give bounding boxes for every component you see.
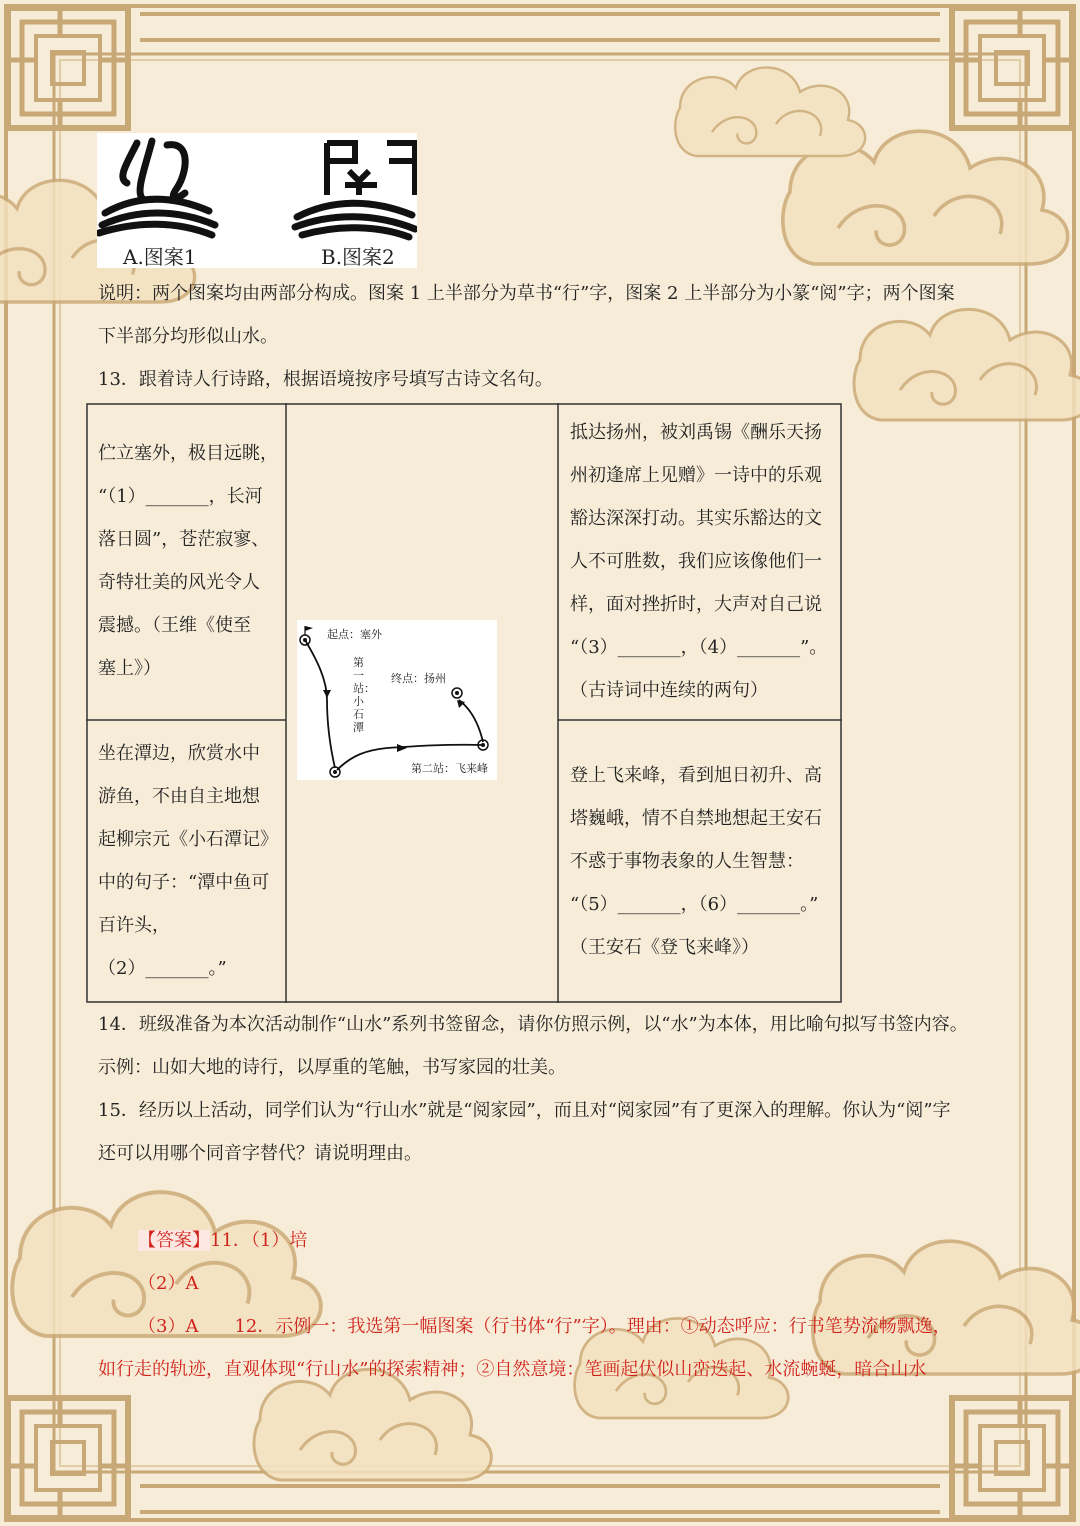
cell-line: 奇特壮美的风光令人 bbox=[98, 572, 260, 593]
cell-line: 百许头， bbox=[98, 915, 170, 936]
cell-line: 震撼。（王维《使至 bbox=[98, 615, 251, 636]
cell-line: 豁达深深打动。其实乐豁达的文 bbox=[570, 508, 822, 529]
route-map bbox=[297, 620, 497, 780]
map-start-label: 起点：塞外 bbox=[327, 628, 382, 641]
question-14-example: 示例：山如大地的诗行，以厚重的笔触，书写家园的壮美。 bbox=[98, 1057, 566, 1078]
answer-tag: 【答案】 bbox=[138, 1230, 210, 1251]
answer-11-text: 11．（1）培 bbox=[210, 1230, 308, 1251]
cell-line: 塔巍峨，情不自禁地想起王安石 bbox=[570, 808, 822, 829]
explanation-line-2: 下半部分均形似山水。 bbox=[98, 326, 278, 347]
cell-line: 起柳宗元《小石潭记》 bbox=[98, 829, 278, 850]
question-15-line-2: 还可以用哪个同音字替代？请说明理由。 bbox=[98, 1143, 422, 1164]
cell-xiao-shi-tan bbox=[98, 732, 278, 990]
cell-line: “（5）_______，（6）_______。” bbox=[570, 894, 819, 915]
cell-line: （王安石《登飞来峰》） bbox=[570, 937, 759, 958]
cell-line: 塞上》） bbox=[98, 658, 161, 679]
map-end-label: 终点：扬州 bbox=[391, 672, 446, 685]
pattern-b-label: B.图案2 bbox=[321, 245, 395, 269]
cell-sai-wai bbox=[98, 432, 278, 690]
cell-line: （古诗词中连续的两句） bbox=[570, 680, 768, 701]
cell-line: 游鱼，不由自主地想 bbox=[98, 786, 260, 807]
cell-line: 人不可胜数，我们应该像他们一 bbox=[570, 551, 822, 572]
cell-line: “（1）_______，长河 bbox=[98, 486, 263, 507]
cell-line: 州初逢席上见赠》一诗中的乐观 bbox=[570, 465, 822, 486]
cell-fei-lai-feng bbox=[570, 754, 822, 969]
cell-line: 不惑于事物表象的人生智慧： bbox=[570, 851, 804, 872]
answer-line-3: （3）A 12．示例一：我选第一幅图案（行书体“行”字）。理由：①动态呼应：行书笔势流畅飘逸， bbox=[138, 1316, 951, 1337]
explanation-line-1: 说明：两个图案均由两部分构成。图案 1 上半部分为草书“行”字，图案 2 上半部分为小篆“阅”字；两个图案 bbox=[98, 283, 955, 304]
answer-line-4: 如行走的轨迹，直观体现“行山水”的探索精神；②自然意境：笔画起伏似山峦迭起、水流蜿蜒，暗合山水 bbox=[98, 1359, 927, 1380]
pattern-a-label: A.图案1 bbox=[123, 245, 197, 269]
answer-line-1 bbox=[138, 1229, 307, 1253]
cell-line: 抵达扬州，被刘禹锡《酬乐天扬 bbox=[570, 422, 822, 443]
answer-line-2: （2）A bbox=[138, 1273, 199, 1294]
cell-line: 样，面对挫折时，大声对自己说 bbox=[570, 594, 822, 615]
question-13-title: 13．跟着诗人行诗路，根据语境按序号填写古诗文名句。 bbox=[98, 369, 553, 390]
cell-line: 登上飞来峰，看到旭日初升、高 bbox=[570, 765, 822, 786]
map-stop1-label: 第一站：小石潭 bbox=[353, 656, 375, 734]
cell-yangzhou bbox=[570, 411, 827, 712]
question-14-line: 14．班级准备为本次活动制作“山水”系列书签留念，请你仿照示例，以“水”为本体，用比喻句拟写书签内容。 bbox=[98, 1014, 968, 1035]
pattern-images bbox=[97, 133, 417, 268]
cell-line: 伫立塞外，极目远眺， bbox=[98, 443, 278, 464]
cell-line: “（3）_______，（4）_______”。 bbox=[570, 637, 828, 658]
cell-line: 中的句子：“潭中鱼可 bbox=[98, 872, 270, 893]
question-15-line-1: 15．经历以上活动，同学们认为“行山水”就是“阅家园”，而且对“阅家园”有了更深入的理解。你认为“阅”字 bbox=[98, 1100, 951, 1121]
cell-line: 落日圆”，苍茫寂寥、 bbox=[98, 529, 270, 550]
route-map-drawing bbox=[297, 620, 497, 780]
cell-line: （2）_______。” bbox=[98, 958, 227, 979]
cell-line: 坐在潭边，欣赏水中 bbox=[98, 743, 260, 764]
calligraphy-patterns-drawing bbox=[97, 133, 417, 243]
map-stop2-label: 第二站：飞来峰 bbox=[411, 762, 488, 775]
